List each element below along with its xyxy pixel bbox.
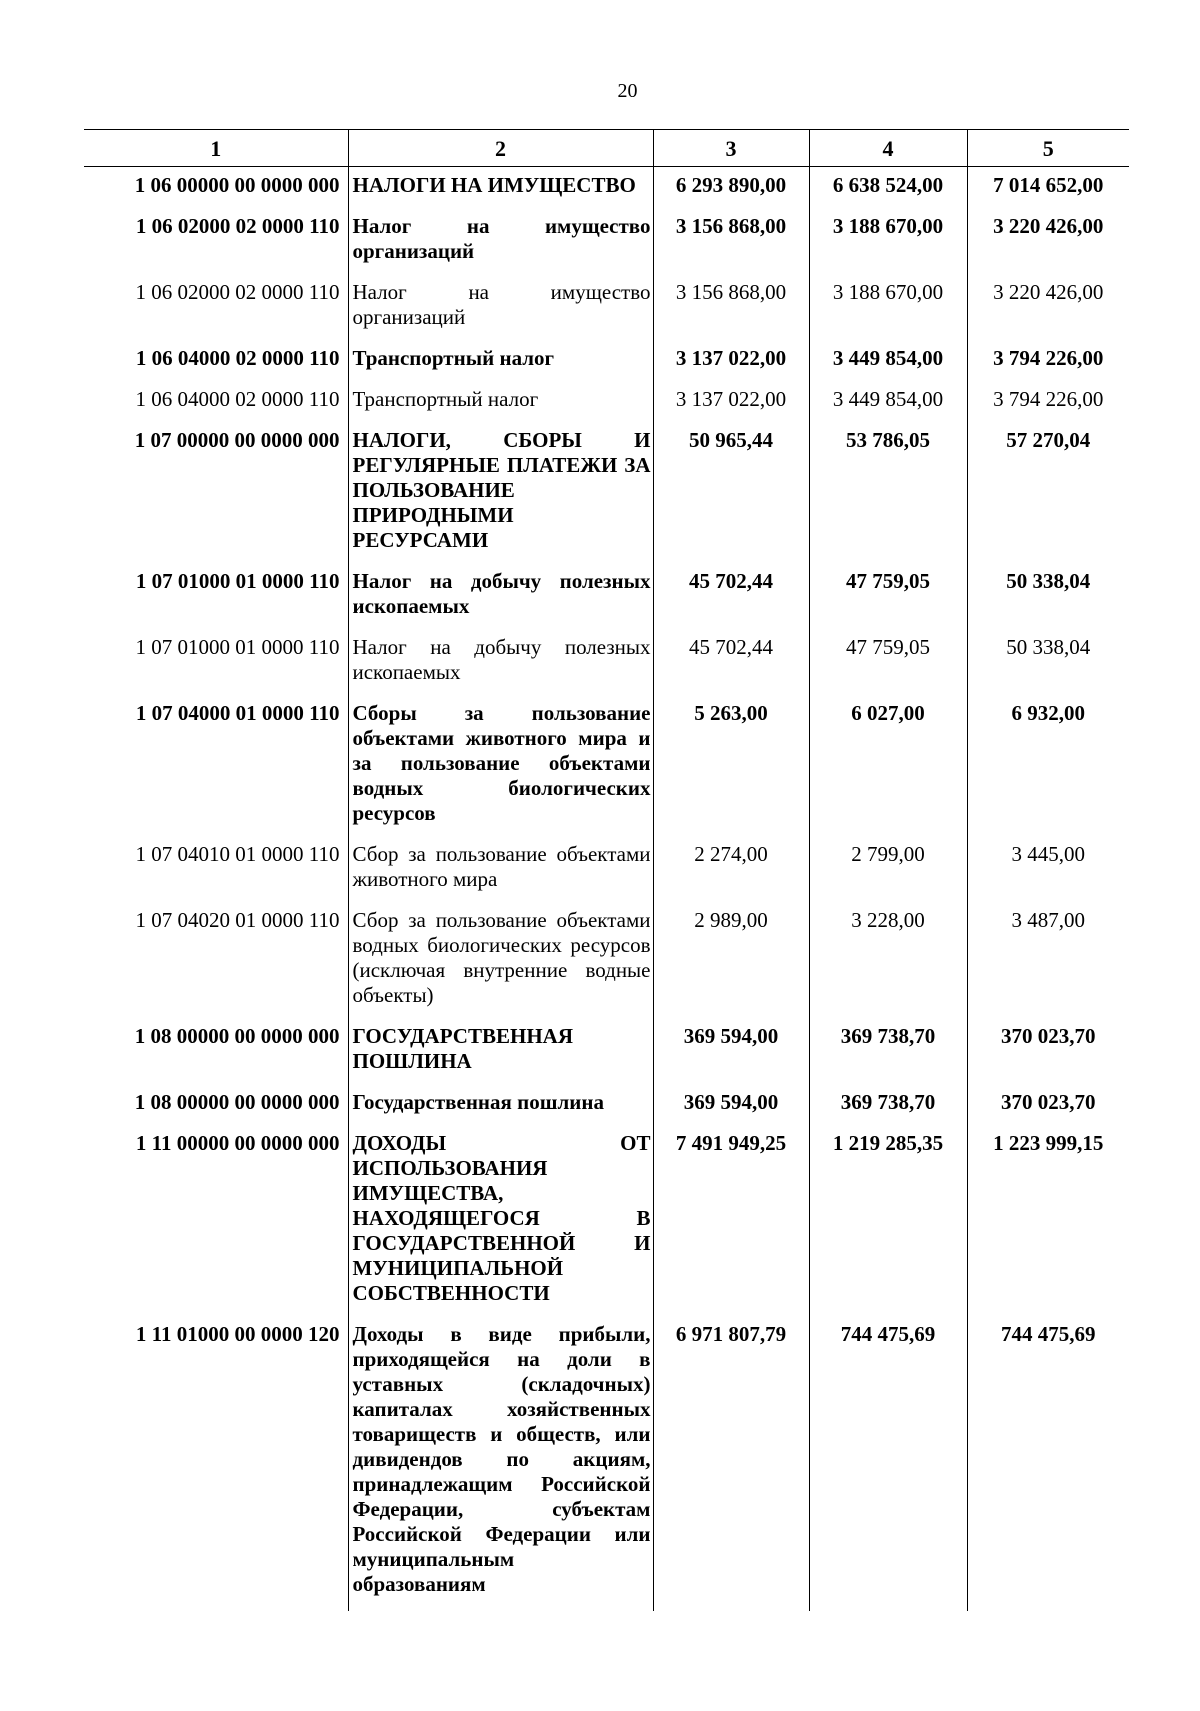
column-header-4: 4: [809, 130, 967, 167]
row-value-col3: 369 594,00: [653, 1084, 809, 1125]
row-code: 1 07 04020 01 0000 110: [135, 908, 340, 932]
row-value-col4: 1 219 285,35: [809, 1125, 967, 1316]
row-value-col3: 369 594,00: [653, 1018, 809, 1084]
row-value-col4: 2 799,00: [809, 836, 967, 902]
row-value-col3: 6 293 890,00: [653, 167, 809, 209]
row-value-col4: 3 228,00: [809, 902, 967, 1018]
row-value-col4: 47 759,05: [809, 563, 967, 629]
table-row: [84, 1125, 1129, 1316]
row-value-col4: 6 027,00: [809, 695, 967, 836]
row-name: НАЛОГИ, СБОРЫ И РЕГУЛЯРНЫЕ ПЛАТЕЖИ ЗА ПОЛЬЗОВАНИЕ ПРИРОДНЫМИ РЕСУРСАМИ: [348, 422, 653, 563]
row-name: Сбор за пользование объектами животного мира: [348, 836, 653, 902]
row-value-col3: 45 702,44: [653, 563, 809, 629]
row-value-col5: 3 220 426,00: [967, 208, 1129, 274]
row-code: 1 07 00000 00 0000 000: [134, 428, 340, 452]
row-code: 1 06 04000 02 0000 110: [135, 346, 340, 370]
table-row: [84, 340, 1129, 381]
row-value-col3: 2 989,00: [653, 902, 809, 1018]
row-value-col3: 45 702,44: [653, 629, 809, 695]
row-name: ГОСУДАРСТВЕННАЯ ПОШЛИНА: [348, 1018, 653, 1084]
row-code: 1 06 04000 02 0000 110: [135, 387, 340, 411]
row-name: ДОХОДЫ ОТ ИСПОЛЬЗОВАНИЯ ИМУЩЕСТВА, НАХОДЯЩЕГОСЯ В ГОСУДАРСТВЕННОЙ И МУНИЦИПАЛЬНОЙ СОБСТВЕННОСТИ: [348, 1125, 653, 1316]
row-name: Сборы за пользование объектами животного мира и за пользование объектами водных биологических ресурсов: [348, 695, 653, 836]
row-value-col3: 5 263,00: [653, 695, 809, 836]
row-code: 1 08 00000 00 0000 000: [134, 1090, 340, 1114]
row-code: 1 07 01000 01 0000 110: [135, 635, 340, 659]
row-name: Транспортный налог: [348, 381, 653, 422]
row-value-col4: 47 759,05: [809, 629, 967, 695]
table-row: [84, 167, 1129, 209]
table-row: [84, 695, 1129, 836]
row-value-col3: 7 491 949,25: [653, 1125, 809, 1316]
row-name: Сбор за пользование объектами водных биологических ресурсов (исключая внутренние водные объекты): [348, 902, 653, 1018]
row-code: 1 06 00000 00 0000 000: [134, 173, 340, 197]
table-row: [84, 629, 1129, 695]
row-value-col3: 2 274,00: [653, 836, 809, 902]
row-value-col5: 6 932,00: [967, 695, 1129, 836]
page-number: 20: [617, 80, 638, 102]
row-value-col5: 3 445,00: [967, 836, 1129, 902]
row-value-col3: 50 965,44: [653, 422, 809, 563]
column-header-5: 5: [967, 130, 1129, 167]
row-value-col5: 3 794 226,00: [967, 340, 1129, 381]
row-value-col5: 370 023,70: [967, 1084, 1129, 1125]
row-name: Доходы в виде прибыли, приходящейся на доли в уставных (складочных) капиталах хозяйственных товариществ и обществ, или дивидендов по акциям, принадлежащим Российской Федерации, субъектам Российской Федерации или муниципальным образованиям: [348, 1316, 653, 1611]
row-code: 1 08 00000 00 0000 000: [134, 1024, 340, 1048]
row-value-col3: 3 156 868,00: [653, 208, 809, 274]
table-row: [84, 381, 1129, 422]
row-name: НАЛОГИ НА ИМУЩЕСТВО: [348, 167, 653, 209]
table-row: [84, 208, 1129, 274]
row-value-col5: 3 220 426,00: [967, 274, 1129, 340]
row-name: Налог на имущество организаций: [348, 208, 653, 274]
row-value-col4: 3 188 670,00: [809, 208, 967, 274]
table-row: [84, 1316, 1129, 1611]
row-value-col5: 50 338,04: [967, 563, 1129, 629]
row-code: 1 06 02000 02 0000 110: [135, 214, 340, 238]
row-name: Государственная пошлина: [348, 1084, 653, 1125]
row-value-col5: 370 023,70: [967, 1018, 1129, 1084]
row-value-col4: 3 449 854,00: [809, 381, 967, 422]
row-name: Налог на имущество организаций: [348, 274, 653, 340]
row-value-col3: 3 137 022,00: [653, 340, 809, 381]
row-code: 1 07 04010 01 0000 110: [135, 842, 340, 866]
table-row: [84, 902, 1129, 1018]
table-row: [84, 1018, 1129, 1084]
column-header-2: 2: [348, 130, 653, 167]
row-code: 1 06 02000 02 0000 110: [135, 280, 340, 304]
row-name: Транспортный налог: [348, 340, 653, 381]
row-code: 1 07 01000 01 0000 110: [135, 569, 340, 593]
column-header-3: 3: [653, 130, 809, 167]
column-header-1: 1: [84, 130, 348, 167]
row-value-col5: 7 014 652,00: [967, 167, 1129, 209]
table-row: [84, 1084, 1129, 1125]
table-row: [84, 836, 1129, 902]
row-value-col5: 57 270,04: [967, 422, 1129, 563]
row-value-col3: 6 971 807,79: [653, 1316, 809, 1611]
row-value-col3: 3 137 022,00: [653, 381, 809, 422]
row-value-col5: 744 475,69: [967, 1316, 1129, 1611]
table-header-row: [84, 130, 1129, 167]
row-value-col4: 3 449 854,00: [809, 340, 967, 381]
row-value-col5: 3 487,00: [967, 902, 1129, 1018]
table-row: [84, 274, 1129, 340]
row-value-col4: 3 188 670,00: [809, 274, 967, 340]
row-value-col5: 3 794 226,00: [967, 381, 1129, 422]
row-value-col5: 50 338,04: [967, 629, 1129, 695]
row-value-col4: 6 638 524,00: [809, 167, 967, 209]
row-value-col4: 369 738,70: [809, 1084, 967, 1125]
revenue-table: [84, 129, 1129, 1611]
row-value-col4: 369 738,70: [809, 1018, 967, 1084]
row-code: 1 11 00000 00 0000 000: [135, 1131, 340, 1155]
row-code: 1 07 04000 01 0000 110: [135, 701, 340, 725]
row-value-col4: 744 475,69: [809, 1316, 967, 1611]
row-name: Налог на добычу полезных ископаемых: [348, 629, 653, 695]
row-code: 1 11 01000 00 0000 120: [135, 1322, 340, 1346]
row-name: Налог на добычу полезных ископаемых: [348, 563, 653, 629]
row-value-col5: 1 223 999,15: [967, 1125, 1129, 1316]
row-value-col3: 3 156 868,00: [653, 274, 809, 340]
table-row: [84, 422, 1129, 563]
row-value-col4: 53 786,05: [809, 422, 967, 563]
table-row: [84, 563, 1129, 629]
